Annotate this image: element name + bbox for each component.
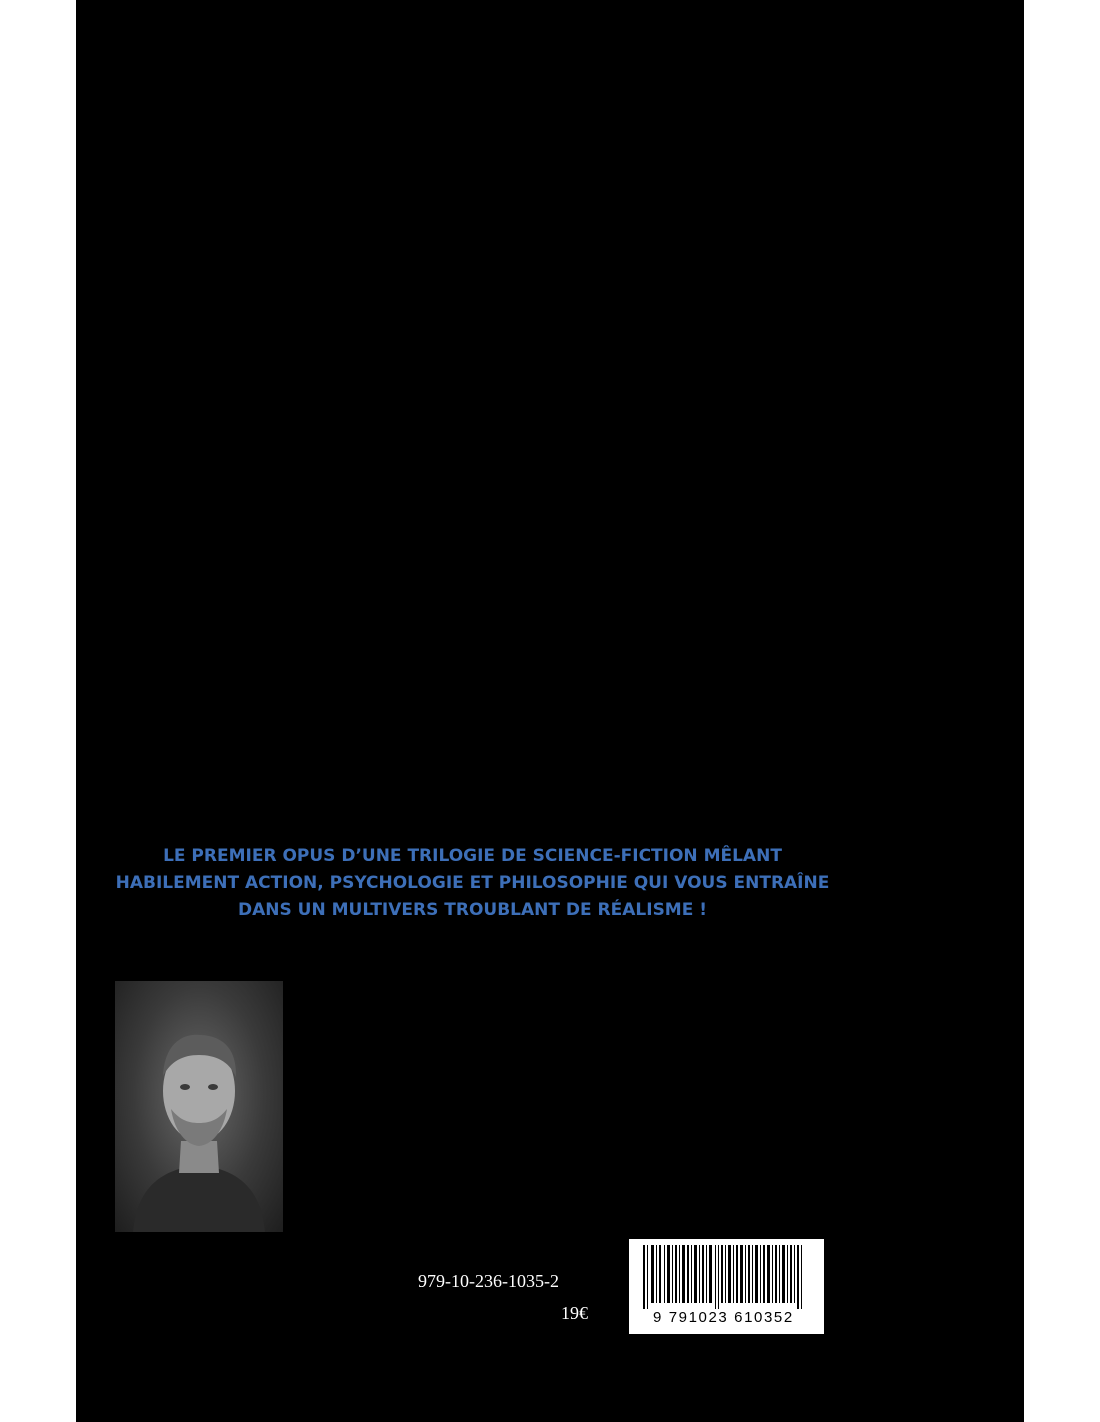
synopsis-paragraph: Quant à Abigail, quel intérêt peut-elle avoir pour Kylee, ce scientifique si mystérieux ? — [116, 753, 826, 813]
barcode — [629, 1239, 824, 1334]
synopsis — [116, 97, 826, 816]
barcode-bars — [629, 1239, 824, 1311]
price: 19€ — [561, 1303, 588, 1323]
synopsis-text: Mais bien vite, le couple repère des anomalies dans les câbles quantiques. Selon l’Analyste Welmot, il s’agirait d’un fait rarissime qui ne se serait pas produit depuis la mise en place de la Fibre Unique, qui permet de changer de Réalité. — [116, 276, 826, 400]
century-smallcaps: xx — [439, 528, 458, 547]
synopsis-paragraph: 2012 : Les Limiers Aeria et Bron effectuent en Réalité Un une mission pour la société idéale de la Réalité Zéro. Leur but ? Traquer ceux qui pourraient perturber leur époque en développant leur faculté de déplacement à travers les mondes. — [116, 100, 826, 256]
synopsis-paragraph — [116, 273, 826, 403]
author-portrait-illustration — [115, 981, 283, 1232]
synopsis-paragraph — [116, 417, 826, 587]
isbn: 979-10-236-1035-2 — [418, 1271, 559, 1291]
synopsis-text: Pendant ce temps, Abigail, jeune serveuse dans un bar belge, se fait enlever par Kylee, un professeur aux talents de tueur à gages. Il l’entraîne dans une Réalité où l’humanité s’est presque éteinte au — [116, 419, 826, 549]
tagline: LE PREMIER OPUS D’UNE TRILOGIE DE SCIENCE-FICTION MÊLANT HABILEMENT ACTION, PSYCHOLOGIE ET PHILOSOPHIE QUI VOUS ENTRAÎNE DANS UN MULTIVERS TROUBLANT DE RÉALISME ! — [115, 846, 830, 920]
century-superscript: e — [457, 522, 466, 537]
author-photo — [115, 981, 283, 1232]
barcode-digits: 9 791023 610352 — [653, 1309, 794, 1326]
synopsis-text: siècle, et démarre alors un enseignement qui ébranle toutes ses convictions. — [116, 522, 827, 583]
author-bio: Loïc Grosman tombe dès l’enfance dans la science-fiction, dont il dévore les plus grands romans. Son esprit scientifique, son goût prononcé pour l’abstraction et la découverte des théories de la mécanique quantique lui fournissent le terreau d’une inspiration qu’il qualifie lui-même de mystérieuse. Elle aboutit à une trilogie contre-utopique, réaliste, dense et profonde. — [301, 976, 826, 1238]
synopsis-paragraph: Et si ces deux événements étaient en fait intimement liés ? Une véritable course contre la montre s’engage pour Aeria, tandis que Welmot s’apprête à découvrir une vérité qui menace de détruire l’espèce humaine. — [116, 624, 826, 748]
